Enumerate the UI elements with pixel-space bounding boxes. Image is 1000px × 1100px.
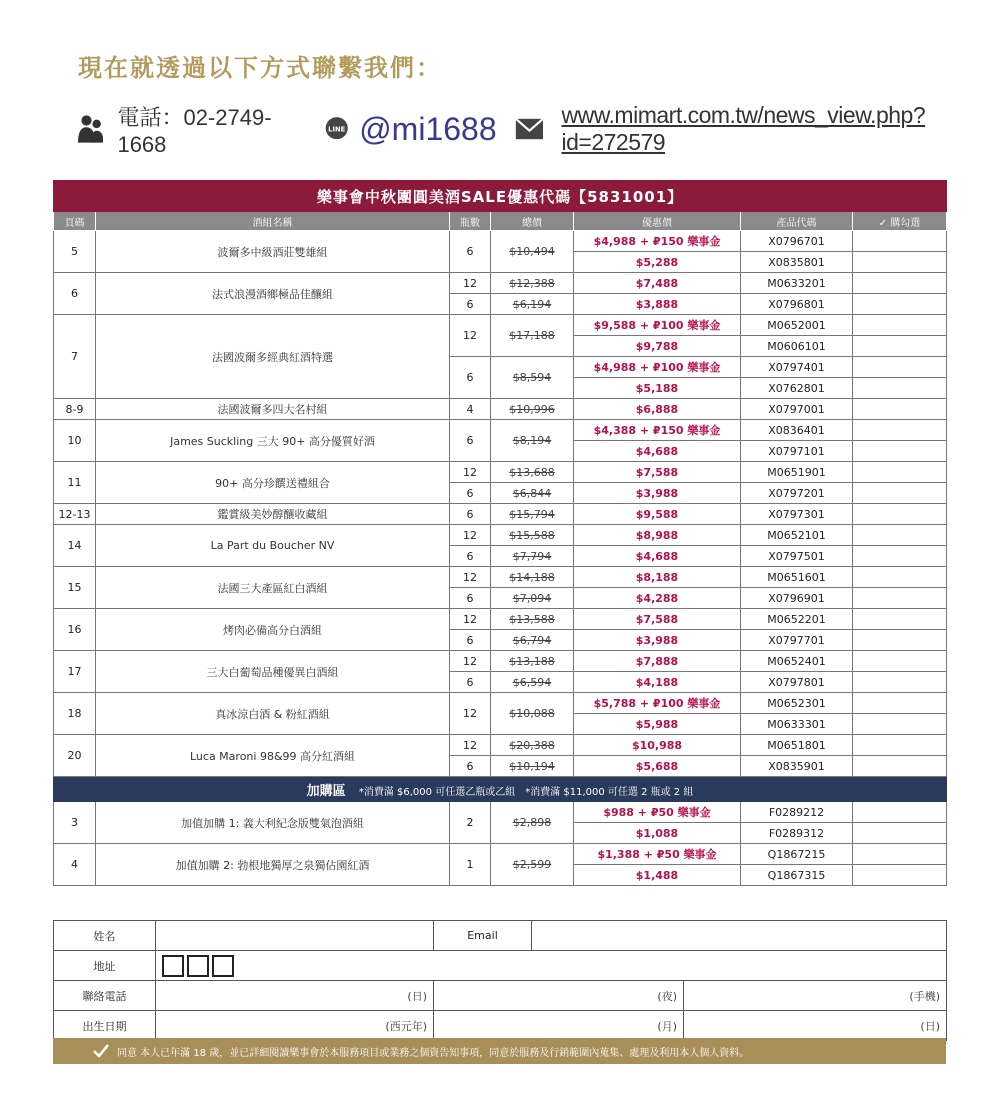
bottle-count: 12 [450, 735, 491, 756]
column-header: 總價 [491, 212, 574, 231]
promo-price: $7,588 [574, 609, 741, 630]
wine-set-name: La Part du Boucher NV [96, 525, 450, 567]
email-field[interactable] [532, 921, 947, 951]
product-code: X0797301 [741, 504, 853, 525]
product-code: X0762801 [741, 378, 853, 399]
wine-list [54, 231, 947, 777]
original-total: $8,594 [491, 357, 574, 399]
product-code: M0651601 [741, 567, 853, 588]
address-field[interactable] [156, 951, 947, 981]
select-checkbox[interactable] [853, 756, 947, 777]
original-total: $6,194 [491, 294, 574, 315]
original-total: $2,599 [491, 844, 574, 886]
select-checkbox[interactable] [853, 672, 947, 693]
postcode-box[interactable] [212, 955, 234, 977]
select-checkbox[interactable] [853, 273, 947, 294]
website-link[interactable]: www.mimart.com.tw/news_view.php?id=272579 [561, 102, 926, 155]
product-code: X0797701 [741, 630, 853, 651]
select-checkbox[interactable] [853, 294, 947, 315]
product-code: F0289312 [741, 823, 853, 844]
addon-bar [54, 777, 947, 802]
product-code: M0633301 [741, 714, 853, 735]
promo-price: $4,188 [574, 672, 741, 693]
table-row [54, 420, 947, 441]
select-checkbox[interactable] [853, 357, 947, 378]
page-number: 18 [54, 693, 96, 735]
original-total: $10,088 [491, 693, 574, 735]
table-row [54, 315, 947, 336]
bottle-count: 1 [450, 844, 491, 886]
product-code: X0797001 [741, 399, 853, 420]
select-checkbox[interactable] [853, 504, 947, 525]
original-total: $7,094 [491, 588, 574, 609]
addon-note: *消費滿 $6,000 可任選乙瓶或乙組 *消費滿 $11,000 可任選 2 瓶或 2 組 [358, 786, 694, 798]
select-checkbox[interactable] [853, 567, 947, 588]
table-row [54, 525, 947, 546]
original-total: $6,844 [491, 483, 574, 504]
original-total: $8,194 [491, 420, 574, 462]
select-checkbox[interactable] [853, 462, 947, 483]
product-code: X0835801 [741, 252, 853, 273]
phone-number: 電話：02-2749-1668 [117, 104, 272, 157]
table-row [54, 462, 947, 483]
original-total: $10,494 [491, 231, 574, 273]
product-code: M0633201 [741, 273, 853, 294]
phone-mobile-field[interactable]: (手機) [684, 981, 947, 1011]
promo-price: $9,788 [574, 336, 741, 357]
product-code: M0651901 [741, 462, 853, 483]
birth-day-field[interactable]: (日) [684, 1011, 947, 1041]
wine-set-name: 加值加購 1: 義大利紀念版雙氣泡酒組 [96, 802, 450, 844]
table-row [54, 802, 947, 823]
wine-set-name: 90+ 高分珍饌送禮組合 [96, 462, 450, 504]
page-number: 20 [54, 735, 96, 777]
original-total: $20,388 [491, 735, 574, 756]
promo-price: $6,888 [574, 399, 741, 420]
phone-label: 聯絡電話 [54, 981, 156, 1011]
wine-set-name: 法國波爾多經典紅酒特選 [96, 315, 450, 399]
table-header-row [54, 212, 947, 231]
wine-set-name: 波爾多中級酒莊雙雄組 [96, 231, 450, 273]
wine-set-name: 鑑賞級美妙醇釀收藏組 [96, 504, 450, 525]
bottle-count: 6 [450, 672, 491, 693]
bottle-count: 6 [450, 357, 491, 399]
wine-set-name: Luca Maroni 98&99 高分紅酒組 [96, 735, 450, 777]
birth-month-field[interactable]: (月) [434, 1011, 684, 1041]
product-code: F0289212 [741, 802, 853, 823]
select-checkbox[interactable] [853, 315, 947, 336]
original-total: $10,996 [491, 399, 574, 420]
product-code: X0797501 [741, 546, 853, 567]
bottle-count: 12 [450, 693, 491, 735]
email-label: Email [434, 921, 532, 951]
promo-price: $4,988 + ₽100 樂事金 [574, 357, 741, 378]
bottle-count: 6 [450, 588, 491, 609]
table-title: 樂事會中秋團圓美酒SALE優惠代碼【5831001】 [54, 181, 947, 212]
bottle-count: 12 [450, 567, 491, 588]
page-number: 4 [54, 844, 96, 886]
bottle-count: 12 [450, 273, 491, 294]
page-number: 6 [54, 273, 96, 315]
promo-price: $8,988 [574, 525, 741, 546]
product-code: X0797801 [741, 672, 853, 693]
name-label: 姓名 [54, 921, 156, 951]
bottle-count: 12 [450, 609, 491, 630]
postcode-box[interactable] [162, 955, 184, 977]
promo-price: $4,288 [574, 588, 741, 609]
consent-bar[interactable] [53, 1038, 946, 1064]
select-checkbox[interactable] [853, 546, 947, 567]
promo-price: $10,988 [574, 735, 741, 756]
page-number: 17 [54, 651, 96, 693]
page-number: 12-13 [54, 504, 96, 525]
promo-price: $4,688 [574, 441, 741, 462]
column-header: 酒組名稱 [96, 212, 450, 231]
page-number: 8-9 [54, 399, 96, 420]
product-code: X0797401 [741, 357, 853, 378]
page-number: 3 [54, 802, 96, 844]
product-code: M0652301 [741, 693, 853, 714]
promo-price: $9,588 [574, 504, 741, 525]
svg-text:LINE: LINE [327, 125, 346, 134]
bottle-count: 6 [450, 546, 491, 567]
mail-icon [515, 116, 544, 142]
original-total: $6,794 [491, 630, 574, 651]
promo-price: $7,488 [574, 273, 741, 294]
product-code: M0606101 [741, 336, 853, 357]
wine-set-name: 真冰涼白酒 & 粉紅酒組 [96, 693, 450, 735]
wine-set-name: 法國波爾多四大名村組 [96, 399, 450, 420]
page-number: 7 [54, 315, 96, 399]
wine-set-name: 烤肉必備高分白酒組 [96, 609, 450, 651]
product-code: M0652001 [741, 315, 853, 336]
select-checkbox[interactable] [853, 441, 947, 462]
wine-set-name: 法式浪漫酒鄉極品佳釀組 [96, 273, 450, 315]
promo-price: $988 + ₽50 樂事金 [574, 802, 741, 823]
page-number: 11 [54, 462, 96, 504]
select-checkbox[interactable] [853, 483, 947, 504]
promo-price: $4,988 + ₽150 樂事金 [574, 231, 741, 252]
promo-price: $4,388 + ₽150 樂事金 [574, 420, 741, 441]
original-total: $12,388 [491, 273, 574, 294]
promo-price: $1,388 + ₽50 樂事金 [574, 844, 741, 865]
select-checkbox[interactable] [853, 609, 947, 630]
page-number: 16 [54, 609, 96, 651]
promo-price: $3,888 [574, 294, 741, 315]
bottle-count: 12 [450, 315, 491, 357]
wine-set-name: 三大白葡萄品種優異白酒組 [96, 651, 450, 693]
select-checkbox[interactable] [853, 865, 947, 886]
original-total: $15,794 [491, 504, 574, 525]
contact-heading: 現在就透過以下方式聯繫我們： [78, 54, 442, 82]
select-checkbox[interactable] [853, 714, 947, 735]
column-header: ✓ 購勾選 [853, 212, 947, 231]
column-header: 優惠價 [574, 212, 741, 231]
select-checkbox[interactable] [853, 844, 947, 865]
product-code: M0651801 [741, 735, 853, 756]
product-code: X0796801 [741, 294, 853, 315]
select-checkbox[interactable] [853, 420, 947, 441]
promo-price: $3,988 [574, 630, 741, 651]
contact-row [78, 102, 958, 157]
column-header: 產品代碼 [741, 212, 853, 231]
promo-price: $7,888 [574, 651, 741, 672]
name-field[interactable] [156, 921, 434, 951]
promo-price: $4,688 [574, 546, 741, 567]
page-number: 5 [54, 231, 96, 273]
customer-form [53, 920, 947, 1041]
select-checkbox[interactable] [853, 399, 947, 420]
promo-price: $7,588 [574, 462, 741, 483]
original-total: $7,794 [491, 546, 574, 567]
select-checkbox[interactable] [853, 651, 947, 672]
phone-night-field[interactable]: (夜) [434, 981, 684, 1011]
consent-text: 同意 本人已年滿 18 歲，並已詳細閱讀樂事會於本服務項目或業務之個資告知事項，同意於服務及行銷範圍內蒐集、處理及利用本人個人資料。 [117, 1047, 750, 1059]
addon-list [54, 802, 947, 886]
table-row [54, 735, 947, 756]
select-checkbox[interactable] [853, 823, 947, 844]
table-row [54, 504, 947, 525]
product-code: M0652101 [741, 525, 853, 546]
addon-title: 加購區 [306, 783, 346, 799]
product-code: Q1867315 [741, 865, 853, 886]
select-checkbox[interactable] [853, 588, 947, 609]
bottle-count: 4 [450, 399, 491, 420]
table-row [54, 609, 947, 630]
select-checkbox[interactable] [853, 802, 947, 823]
promo-price: $5,188 [574, 378, 741, 399]
bottle-count: 2 [450, 802, 491, 844]
birth-label: 出生日期 [54, 1011, 156, 1041]
select-checkbox[interactable] [853, 693, 947, 714]
promo-price: $9,588 + ₽100 樂事金 [574, 315, 741, 336]
table-row [54, 399, 947, 420]
address-label: 地址 [54, 951, 156, 981]
promo-price: $8,188 [574, 567, 741, 588]
line-id[interactable]: @mi1688 [359, 110, 497, 147]
page-number: 14 [54, 525, 96, 567]
select-checkbox[interactable] [853, 231, 947, 252]
original-total: $13,188 [491, 651, 574, 672]
wine-set-name: James Suckling 三大 90+ 高分優質好酒 [96, 420, 450, 462]
column-header: 頁碼 [54, 212, 96, 231]
promo-price: $1,488 [574, 865, 741, 886]
product-code: Q1867215 [741, 844, 853, 865]
bottle-count: 6 [450, 420, 491, 462]
promo-price: $5,288 [574, 252, 741, 273]
original-total: $13,588 [491, 609, 574, 630]
line-chat-icon [324, 114, 349, 144]
bottle-count: 12 [450, 651, 491, 672]
bottle-count: 12 [450, 525, 491, 546]
table-row [54, 844, 947, 865]
original-total: $17,188 [491, 315, 574, 357]
select-checkbox[interactable] [853, 525, 947, 546]
product-code: X0797201 [741, 483, 853, 504]
product-code: M0652201 [741, 609, 853, 630]
select-checkbox[interactable] [853, 378, 947, 399]
bottle-count: 6 [450, 231, 491, 273]
phone-day-field[interactable]: (日) [156, 981, 434, 1011]
bottle-count: 6 [450, 630, 491, 651]
original-total: $6,594 [491, 672, 574, 693]
product-code: X0835901 [741, 756, 853, 777]
product-code: X0797101 [741, 441, 853, 462]
select-checkbox[interactable] [853, 336, 947, 357]
postcode-box[interactable] [187, 955, 209, 977]
bottle-count: 12 [450, 462, 491, 483]
wine-set-name: 加值加購 2: 勃根地獨厚之泉獨佔園紅酒 [96, 844, 450, 886]
original-total: $13,688 [491, 462, 574, 483]
promo-price: $5,988 [574, 714, 741, 735]
product-code: M0652401 [741, 651, 853, 672]
product-code: X0796701 [741, 231, 853, 252]
wine-set-name: 法國三大產區紅白酒組 [96, 567, 450, 609]
original-total: $2,898 [491, 802, 574, 844]
table-row [54, 231, 947, 252]
product-code: X0796901 [741, 588, 853, 609]
birth-year-field[interactable]: (西元年) [156, 1011, 434, 1041]
column-header: 瓶數 [450, 212, 491, 231]
promo-price: $5,788 + ₽100 樂事金 [574, 693, 741, 714]
promo-price: $1,088 [574, 823, 741, 844]
original-total: $10,194 [491, 756, 574, 777]
original-total: $15,588 [491, 525, 574, 546]
promo-price: $5,688 [574, 756, 741, 777]
original-total: $14,188 [491, 567, 574, 588]
promo-price: $3,988 [574, 483, 741, 504]
bottle-count: 6 [450, 756, 491, 777]
select-checkbox[interactable] [853, 630, 947, 651]
table-row [54, 273, 947, 294]
page-number: 15 [54, 567, 96, 609]
bottle-count: 6 [450, 483, 491, 504]
bottle-count: 6 [450, 294, 491, 315]
table-row [54, 651, 947, 672]
wine-order-table [53, 180, 947, 886]
select-checkbox[interactable] [853, 252, 947, 273]
checkmark-icon[interactable] [93, 1043, 109, 1059]
table-row [54, 567, 947, 588]
page-number: 10 [54, 420, 96, 462]
person-phone-icon [78, 111, 103, 147]
select-checkbox[interactable] [853, 735, 947, 756]
table-row [54, 693, 947, 714]
product-code: X0836401 [741, 420, 853, 441]
bottle-count: 6 [450, 504, 491, 525]
